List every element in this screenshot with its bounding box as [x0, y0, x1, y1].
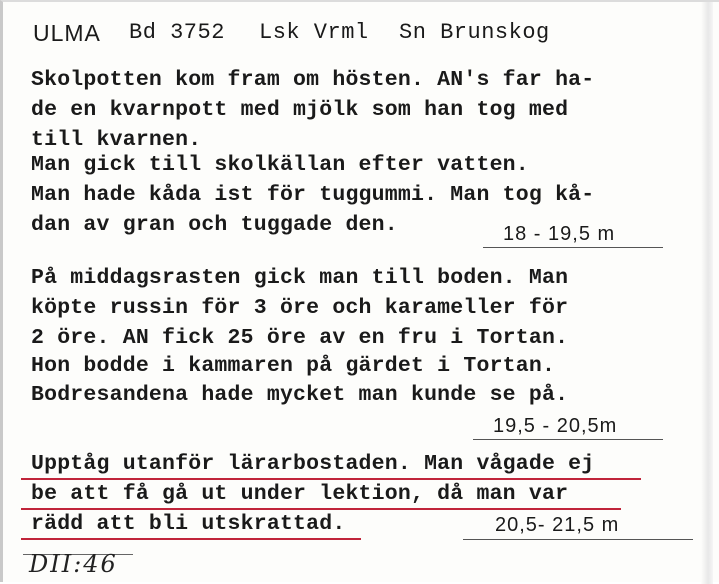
text-line: be att få gå ut under lektion, då man var [31, 482, 569, 506]
red-underline [21, 508, 621, 510]
text-line: till kvarnen. [31, 128, 202, 152]
text-line: Upptåg utanför lärarbostaden. Man vågade ej [31, 452, 595, 476]
text-line: de en kvarnpott med mjölk som han tog med [31, 98, 569, 122]
parish-label: Sn Brunskog [399, 20, 550, 45]
range-rule [473, 439, 663, 440]
text-line: På middagsrasten gick man till boden. Man [31, 266, 569, 290]
depth-range: 18 - 19,5 m [503, 223, 616, 245]
archive-name: ULMA [33, 20, 101, 46]
text-line: Skolpotten kom fram om hösten. AN's far ha- [31, 68, 595, 92]
text-line: rädd att bli utskrattad. [31, 512, 346, 536]
text-line: köpte russin för 3 öre och karameller för [31, 296, 569, 320]
range-rule [483, 247, 663, 248]
text-line: Hon bodde i kammaren på gärdet i Tortan. [31, 354, 556, 378]
text-line: Man hade kåda ist för tuggummi. Man tog kå- [31, 183, 595, 207]
card-edge-shadow [701, 2, 713, 584]
volume-number: Bd 3752 [129, 20, 225, 45]
county-label: Lsk Vrml [259, 20, 369, 45]
depth-range: 19,5 - 20,5m [493, 415, 618, 437]
depth-range: 20,5- 21,5 m [495, 514, 620, 536]
text-line: 2 öre. AN fick 25 öre av en fru i Tortan. [31, 326, 569, 350]
text-line: Bodresandena hade mycket man kunde se på. [31, 383, 569, 407]
handwritten-signature: DII:46 [29, 550, 118, 578]
red-underline [21, 538, 361, 540]
text-line: dan av gran och tuggade den. [31, 213, 398, 237]
range-rule [463, 539, 693, 540]
text-line: Man gick till skolkällan efter vatten. [31, 153, 529, 177]
red-underline [21, 478, 641, 480]
